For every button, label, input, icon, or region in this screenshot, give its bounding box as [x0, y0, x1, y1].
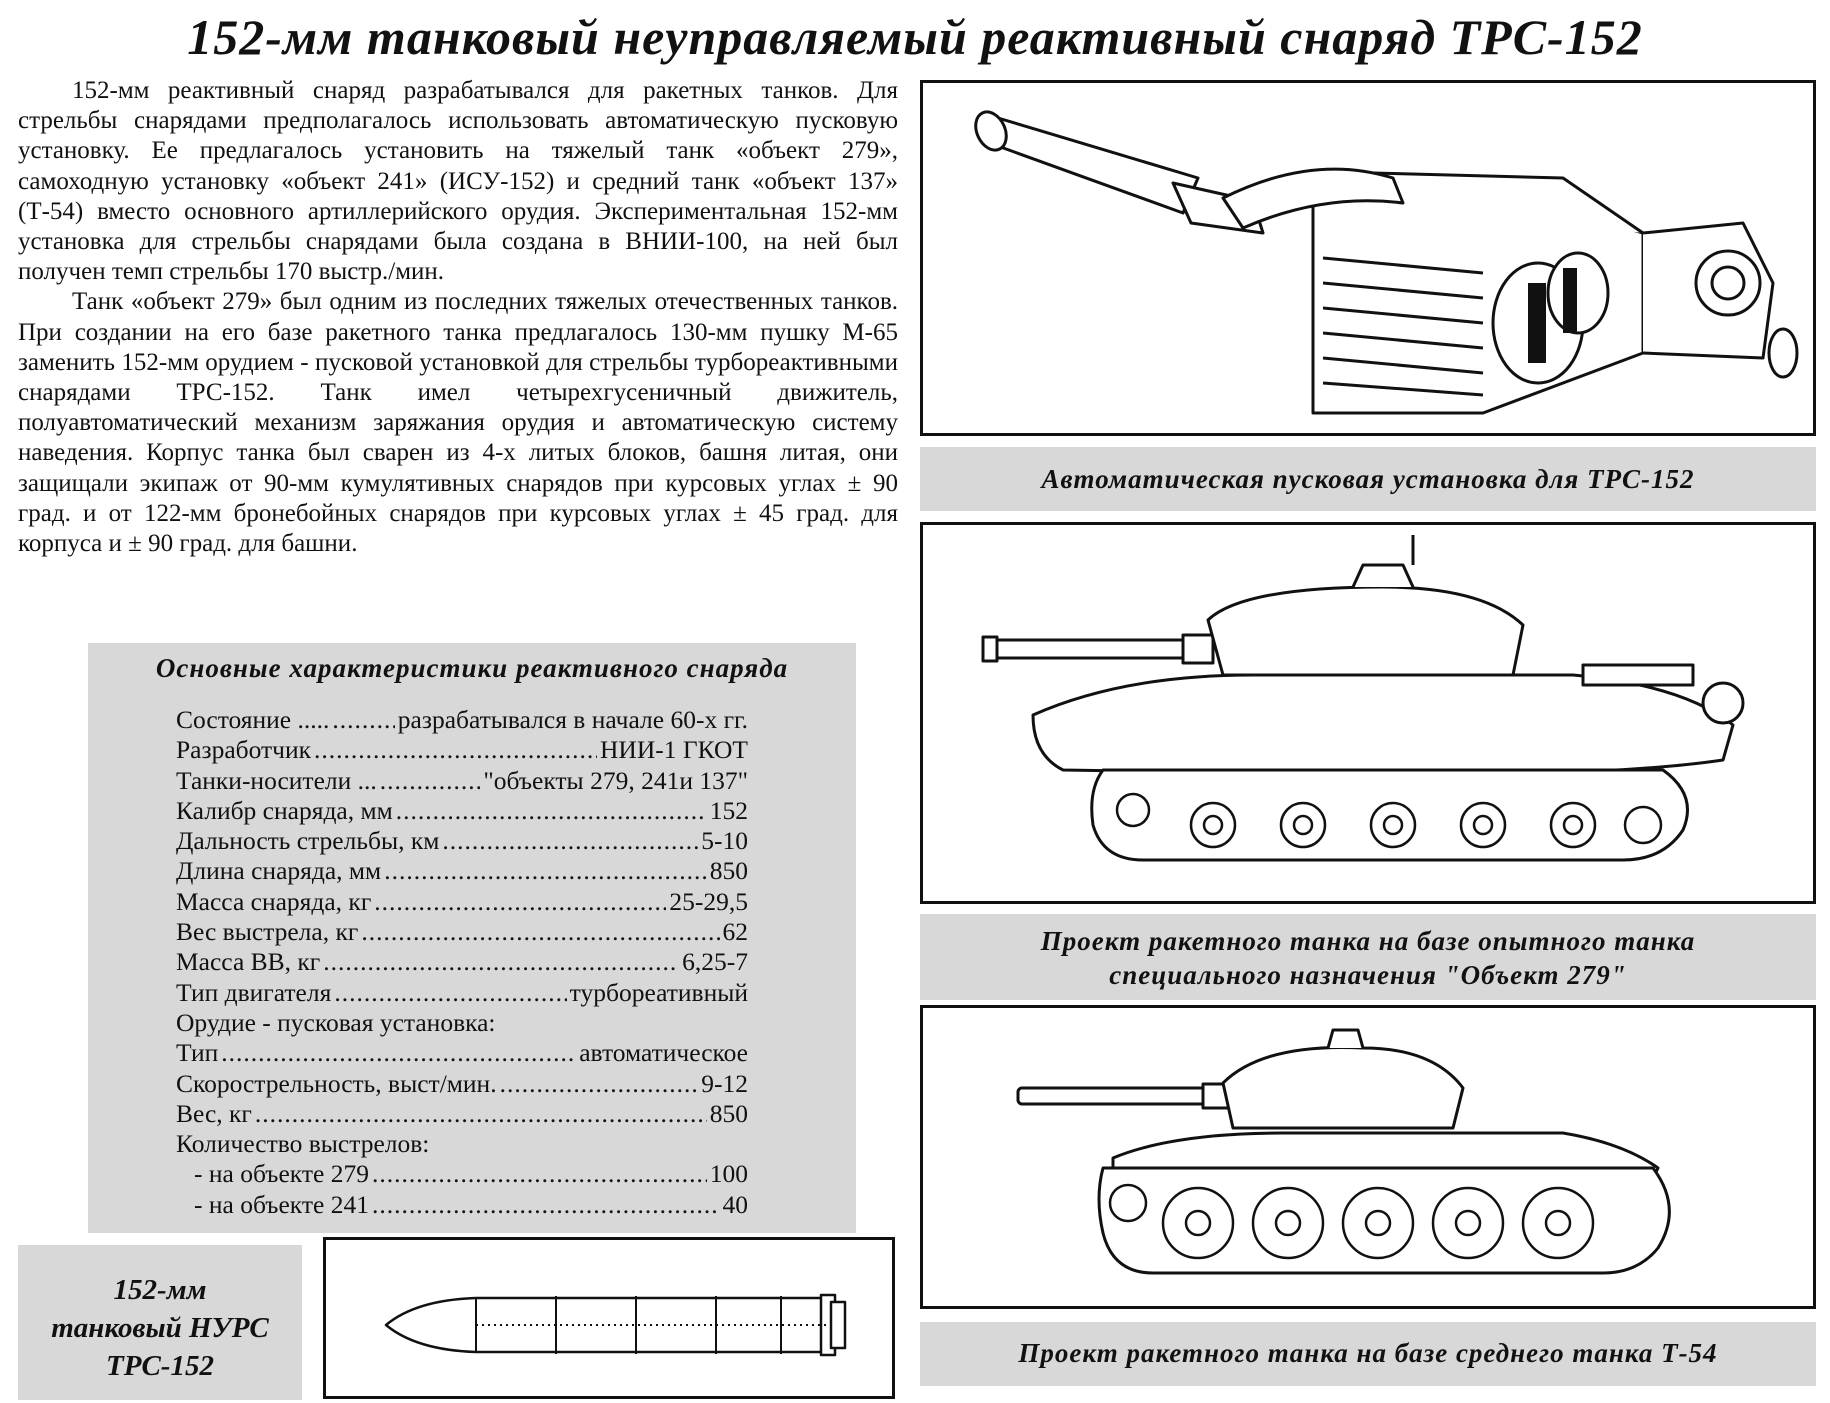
- spec-row: Масса снаряда, кг ..... 25-29,5: [176, 887, 748, 917]
- spec-row: Тип ..... автоматическое: [176, 1038, 748, 1068]
- spec-row: Длина снаряда, мм ..... 850: [176, 856, 748, 886]
- specs-list: [176, 705, 748, 1220]
- spec-row: - на объекте 279 ..... 100: [176, 1159, 748, 1189]
- obj279-illustration-frame: [920, 522, 1816, 904]
- t54-caption-text: Проект ракетного танка на базе среднего танка Т-54: [1018, 1338, 1718, 1368]
- heavy-tank-drawing-icon: [923, 525, 1813, 901]
- launcher-illustration-frame: [920, 80, 1816, 436]
- page-title: 152-мм танковый неуправляемый реактивный снаряд ТРС-152: [187, 9, 1643, 65]
- nurs-label-line-1: 152-мм: [113, 1274, 207, 1306]
- rocket-projectile-drawing-icon: [326, 1240, 892, 1396]
- spec-row: Калибр снаряда, мм ..... 152: [176, 796, 748, 826]
- spec-row: Состояние ..... ..... разрабатывался в начале 60-х гг.: [176, 705, 748, 735]
- launcher-caption: [920, 447, 1816, 511]
- medium-tank-drawing-icon: [923, 1008, 1813, 1306]
- nurs-label-line-2: танковый НУРС: [51, 1312, 269, 1344]
- spec-row: Вес выстрела, кг ..... 62: [176, 917, 748, 947]
- spec-row: Масса ВВ, кг ..... 6,25-7: [176, 947, 748, 977]
- t54-caption: [920, 1322, 1816, 1386]
- obj279-caption-line-2: специального назначения "Объект 279": [1109, 960, 1627, 990]
- spec-row: Разработчик ..... НИИ-1 ГКОТ: [176, 735, 748, 765]
- obj279-caption: [920, 914, 1816, 1000]
- spec-row: Скорострельность, выст/мин. ..... 9-12: [176, 1069, 748, 1099]
- spec-row: Тип двигателя ..... турбореативный: [176, 978, 748, 1008]
- obj279-caption-line-1: Проект ракетного танка на базе опытного танка: [1040, 926, 1696, 956]
- rocket-launcher-drawing-icon: [923, 83, 1813, 433]
- spec-row: Дальность стрельбы, км ..... 5-10: [176, 826, 748, 856]
- t54-illustration-frame: [920, 1005, 1816, 1309]
- spec-row: Вес, кг ..... 850: [176, 1099, 748, 1129]
- shots-heading: Количество выстрелов:: [176, 1129, 430, 1159]
- nurs-label-line-3: ТРС-152: [106, 1350, 214, 1382]
- spec-row: Танки-носители ... ..... "объекты 279, 241и 137": [176, 766, 748, 796]
- spec-row: - на объекте 241 ..... 40: [176, 1190, 748, 1220]
- gun-heading: Орудие - пусковая установка:: [176, 1007, 496, 1037]
- specs-title: Основные характеристики реактивного снаряда: [155, 653, 789, 683]
- intro-paragraph-2: Танк «объект 279» был одним из последних тяжелых отечественных танков. При создании на его базе ракетного танка предлагалось 130-мм пушку М-65 заменить 152-мм орудием - пусковой установкой для стрельбы турбореактивными снарядами ТРС-152. Танк имел четырехгусеничный движитель, полуавтоматический механизм заряжания орудия и автоматическую систему наведения. Корпус танка был сварен из 4-х литых блоков, башня литая, они защищали экипаж от 90-мм кумулятивных снарядов при курсовых углах ± 90 град. и от 122-мм бронебойных снарядов при курсовых углах ± 45 град. для корпуса и ± 90 град. для башни.: [18, 288, 898, 558]
- launcher-caption-text: Автоматическая пусковая установка для ТРС-152: [1041, 464, 1695, 494]
- rocket-illustration-frame: [323, 1237, 895, 1399]
- nurs-label: [18, 1245, 302, 1400]
- specs-panel: [88, 643, 856, 1233]
- intro-paragraph-1: 152-мм реактивный снаряд разрабатывался для ракетных танков. Для стрельбы снарядами предполагалось использовать автоматическую пусковую установку. Ее предлагалось установить на тяжелый танк «объект 279», самоходную установку «объект 241» (ИСУ-152) и средний танк «объект 137» (Т-54) вместо основного артиллерийского орудия. Экспериментальная 152-мм установка для стрельбы снарядами была создана в ВНИИ-100, на ней был получен темп стрельбы 170 выстр./мин.: [18, 77, 898, 286]
- intro-text: [18, 76, 898, 559]
